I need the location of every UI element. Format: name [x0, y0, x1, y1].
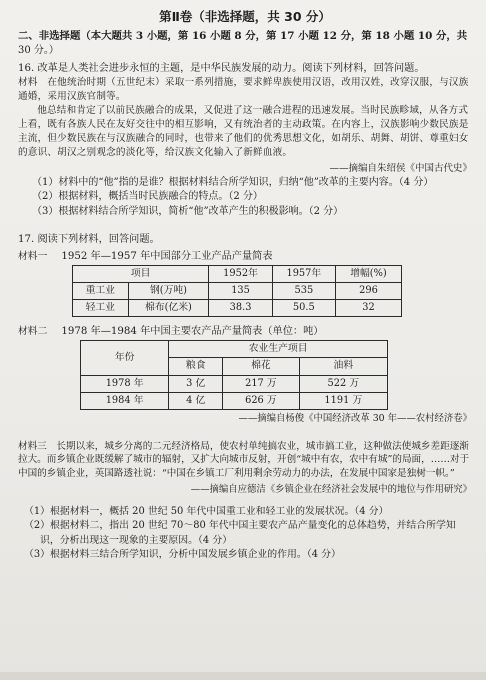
- t2-cell: 1191 万: [299, 392, 387, 409]
- t2-header-group: 农业生产项目: [169, 341, 388, 358]
- agriculture-table: [80, 340, 388, 410]
- t1-cell: 32: [335, 300, 401, 317]
- table-row: [81, 375, 388, 392]
- q17-intro: 17. 阅读下列材料，回答问题。: [18, 234, 160, 246]
- t2-sub-cotton: 棉花: [223, 358, 300, 375]
- t1-cell: 棉布(亿米): [128, 300, 209, 317]
- q16-material-p1: 材料 在他统治时期（五世纪末）采取一系列措施，要求鲜卑族使用汉语，改用汉姓，改穿汉服，与汉族通婚，采用汉族官制等。: [18, 77, 469, 103]
- table-row: [73, 300, 402, 317]
- t2-cell: 1984 年: [81, 392, 169, 409]
- q17-subquestions: [18, 505, 472, 562]
- t2-sub-oil: 油料: [299, 358, 387, 375]
- page-title: 第Ⅱ卷（非选择题，共 30 分）: [159, 9, 331, 24]
- t1-header-item: 项目: [73, 265, 209, 282]
- q16-sub-2: （2）根据材料，概括当时民族融合的特点。（2 分）: [32, 191, 263, 203]
- section-heading: 二、非选择题（本大题共 3 小题，第 16 小题 8 分，第 17 小题 12 分，第 18 小题 10 分，共: [18, 30, 468, 43]
- q17-m2-source: ——摘编自杨俊《中国经济改革 30 年——农村经济卷》: [238, 412, 472, 424]
- t2-header-year: 年份: [81, 341, 169, 375]
- t2-cell: 626 万: [223, 392, 300, 409]
- t1-cell: 重工业: [73, 282, 129, 299]
- t2-cell: 217 万: [223, 375, 300, 392]
- q16-intro: 16. 改革是人类社会进步永恒的主题，是中华民族发展的动力。阅读下列材料，回答问题。: [18, 62, 425, 74]
- q17-m2-label: 材料二: [18, 326, 48, 338]
- q17-m1-caption: 1952 年—1957 年中国部分工业产品产量简表: [61, 250, 273, 262]
- t1-cell: 轻工业: [73, 300, 129, 317]
- q16-sub-1: （1）材料中的“他”指的是谁？根据材料结合所学知识，归纳“他”改革的主要内容。（4 分）: [32, 176, 434, 188]
- q17-m2-caption: 1978 年—1984 年中国主要农产品产量简表（单位：吨）: [61, 326, 324, 338]
- table-row: [73, 282, 402, 299]
- page-bottom-edge: [0, 672, 486, 680]
- question-16: [18, 62, 472, 219]
- t2-cell: 1978 年: [81, 375, 169, 392]
- q17-sub-2: （2）根据材料二，指出 20 世纪 70～80 年代中国主要农产品产量变化的总体趋势，并结合所学知识，分析出现这一现象的主要原因。（4 分）: [24, 520, 456, 546]
- t1-header-1957: 1957年: [272, 265, 335, 282]
- t2-sub-grain: 粮食: [169, 358, 223, 375]
- q16-source: ——摘编自朱绍侯《中国古代史》: [329, 162, 472, 174]
- t1-header-growth: 增幅(%): [335, 265, 401, 282]
- q17-sub-3: （3）根据材料三结合所学知识，分析中国发展乡镇企业的作用。（4 分）: [24, 549, 341, 560]
- t1-cell: 135: [209, 282, 272, 299]
- t1-cell: 50.5: [272, 300, 335, 317]
- table-row: [81, 392, 388, 409]
- industry-table: [72, 265, 402, 318]
- t2-cell: 3 亿: [169, 375, 223, 392]
- t1-cell: 535: [272, 282, 335, 299]
- question-17: [18, 233, 472, 562]
- q16-material-p2: 他总结和肯定了以前民族融合的成果，又促进了这一融合进程的迅速发展。当时民族畛域，从各方式上看，既有各族人民在友好交往中的相互影响，又有统治者的主动政策。在内容上，汉族影响少数民族是主流，但少数民族在与汉族融合的同时，也带来了他们的优秀思想文化，如胡乐、胡舞、胡饼、尊重妇女的意识、胡汉之别观念的淡化等，给汉族文化输入了新鲜血液。: [18, 105, 469, 159]
- q17-m3-text: 材料三 长期以来，城乡分离的二元经济格局，使农村单纯搞农业，城市搞工业，这种做法使城乡差距逐渐拉大。而乡镇企业既缓解了城市的辐射，又扩大向城市反射，开创“城中有农，农中有城”的局面，……对于中国的乡镇企业，英国路透社说：“中国在乡镇工厂利用剩余劳动力的办法，在发展中国家是独树一帜。”: [18, 440, 470, 480]
- t1-cell: 钢(万吨): [128, 282, 209, 299]
- q16-sub-3: （3）根据材料结合所学知识，简析“他”改革产生的积极影响。（2 分）: [32, 205, 344, 217]
- t2-cell: 4 亿: [169, 392, 223, 409]
- t1-header-1952: 1952年: [209, 265, 272, 282]
- q17-sub-1: （1）根据材料一，概括 20 世纪 50 年代中国重工业和轻工业的发展状况。（4 分）: [24, 505, 389, 517]
- q17-m1-label: 材料一: [18, 250, 48, 262]
- t1-cell: 296: [335, 282, 401, 299]
- t2-cell: 522 万: [299, 375, 387, 392]
- q17-m3-source: ——摘编自应德洁《乡镇企业在经济社会发展中的地位与作用研究》: [190, 484, 472, 496]
- section-heading-cont: 30 分。）: [18, 45, 59, 57]
- t1-cell: 38.3: [209, 300, 272, 317]
